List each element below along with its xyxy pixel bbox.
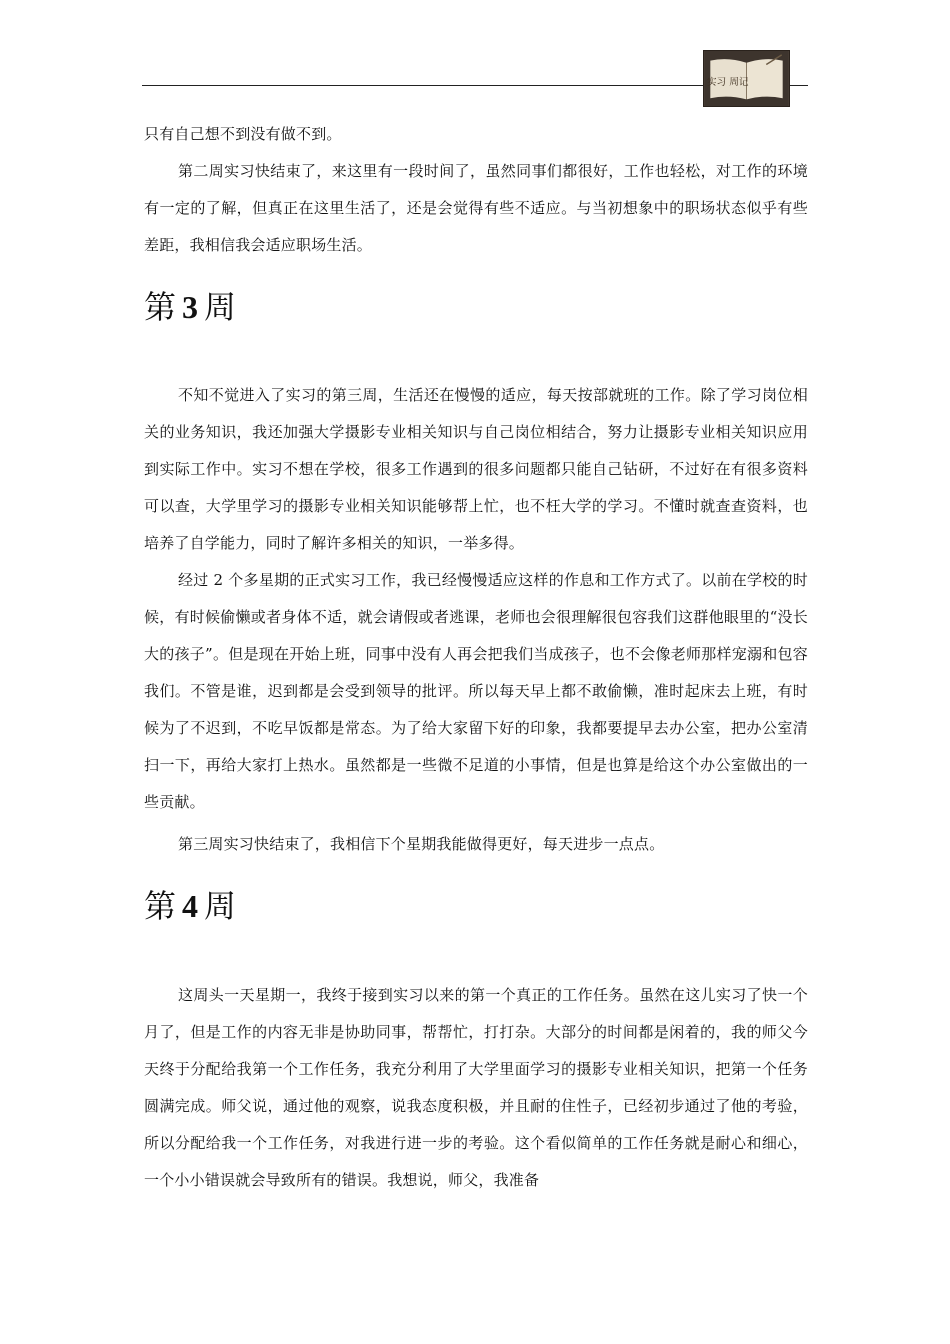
heading-prefix: 第 <box>144 887 177 925</box>
paragraph: 第二周实习快结束了，来这里有一段时间了，虽然同事们都很好，工作也轻松，对工作的环境有一定的了解，但真正在这里生活了，还是会觉得有些不适应。与当初想象中的职场状态似乎有些差距，我相信我会适应职场生活。 <box>144 162 808 254</box>
heading-suffix: 周 <box>204 887 237 925</box>
paragraph: 不知不觉进入了实习的第三周，生活还在慢慢的适应，每天按部就班的工作。除了学习岗位相关的业务知识，我还加强大学摄影专业相关知识与自己岗位相结合，努力让摄影专业相关知识应用到实际工作中。实习不想在学校，很多工作遇到的很多问题都只能自己钻研，不过好在有很多资料可以查，大学里学习的摄影专业相关知识能够帮上忙，也不枉大学的学习。不懂时就查查资料，也培养了自学能力，同时了解许多相关的知识，一举多得。 <box>144 386 808 552</box>
heading-number: 4 <box>182 888 199 924</box>
heading-suffix: 周 <box>204 288 237 326</box>
heading-week-3 <box>144 287 236 327</box>
open-book-icon <box>704 51 789 106</box>
paragraph: 第三周实习快结束了，我相信下个星期我能做得更好，每天进步一点点。 <box>178 835 665 853</box>
heading-week-4 <box>144 886 236 926</box>
heading-prefix: 第 <box>144 288 177 326</box>
heading-number: 3 <box>182 289 199 325</box>
paragraph: 只有自己想不到没有做不到。 <box>144 125 342 143</box>
logo-text: 实习 周记 <box>706 76 749 88</box>
paragraph: 经过 2 个多星期的正式实习工作，我已经慢慢适应这样的作息和工作方式了。以前在学校的时候，有时候偷懒或者身体不适，就会请假或者逃课，老师也会很理解很包容我们这群他眼里的“没长大的孩子”。但是现在开始上班，同事中没有人再会把我们当成孩子，也不会像老师那样宠溺和包容我们。不管是谁，迟到都是会受到领导的批评。所以每天早上都不敢偷懒，准时起床去上班，有时候为了不迟到，不吃早饭都是常态。为了给大家留下好的印象，我都要提早去办公室，把办公室清扫一下，再给大家打上热水。虽然都是一些微不足道的小事情，但是也算是给这个办公室做出的一些贡献。 <box>144 571 808 811</box>
paragraph: 这周头一天星期一，我终于接到实习以来的第一个真正的工作任务。虽然在这儿实习了快一个月了，但是工作的内容无非是协助同事，帮帮忙，打打杂。大部分的时间都是闲着的，我的师父今天终于分配给我第一个工作任务，我充分利用了大学里面学习的摄影专业相关知识，把第一个任务圆满完成。师父说，通过他的观察，说我态度积极，并且耐的住性子，已经初步通过了他的考验，所以分配给我一个工作任务，对我进行进一步的考验。这个看似简单的工作任务就是耐心和细心，一个小小错误就会导致所有的错误。我想说，师父，我准备 <box>144 986 808 1189</box>
header-logo-image <box>703 50 790 107</box>
